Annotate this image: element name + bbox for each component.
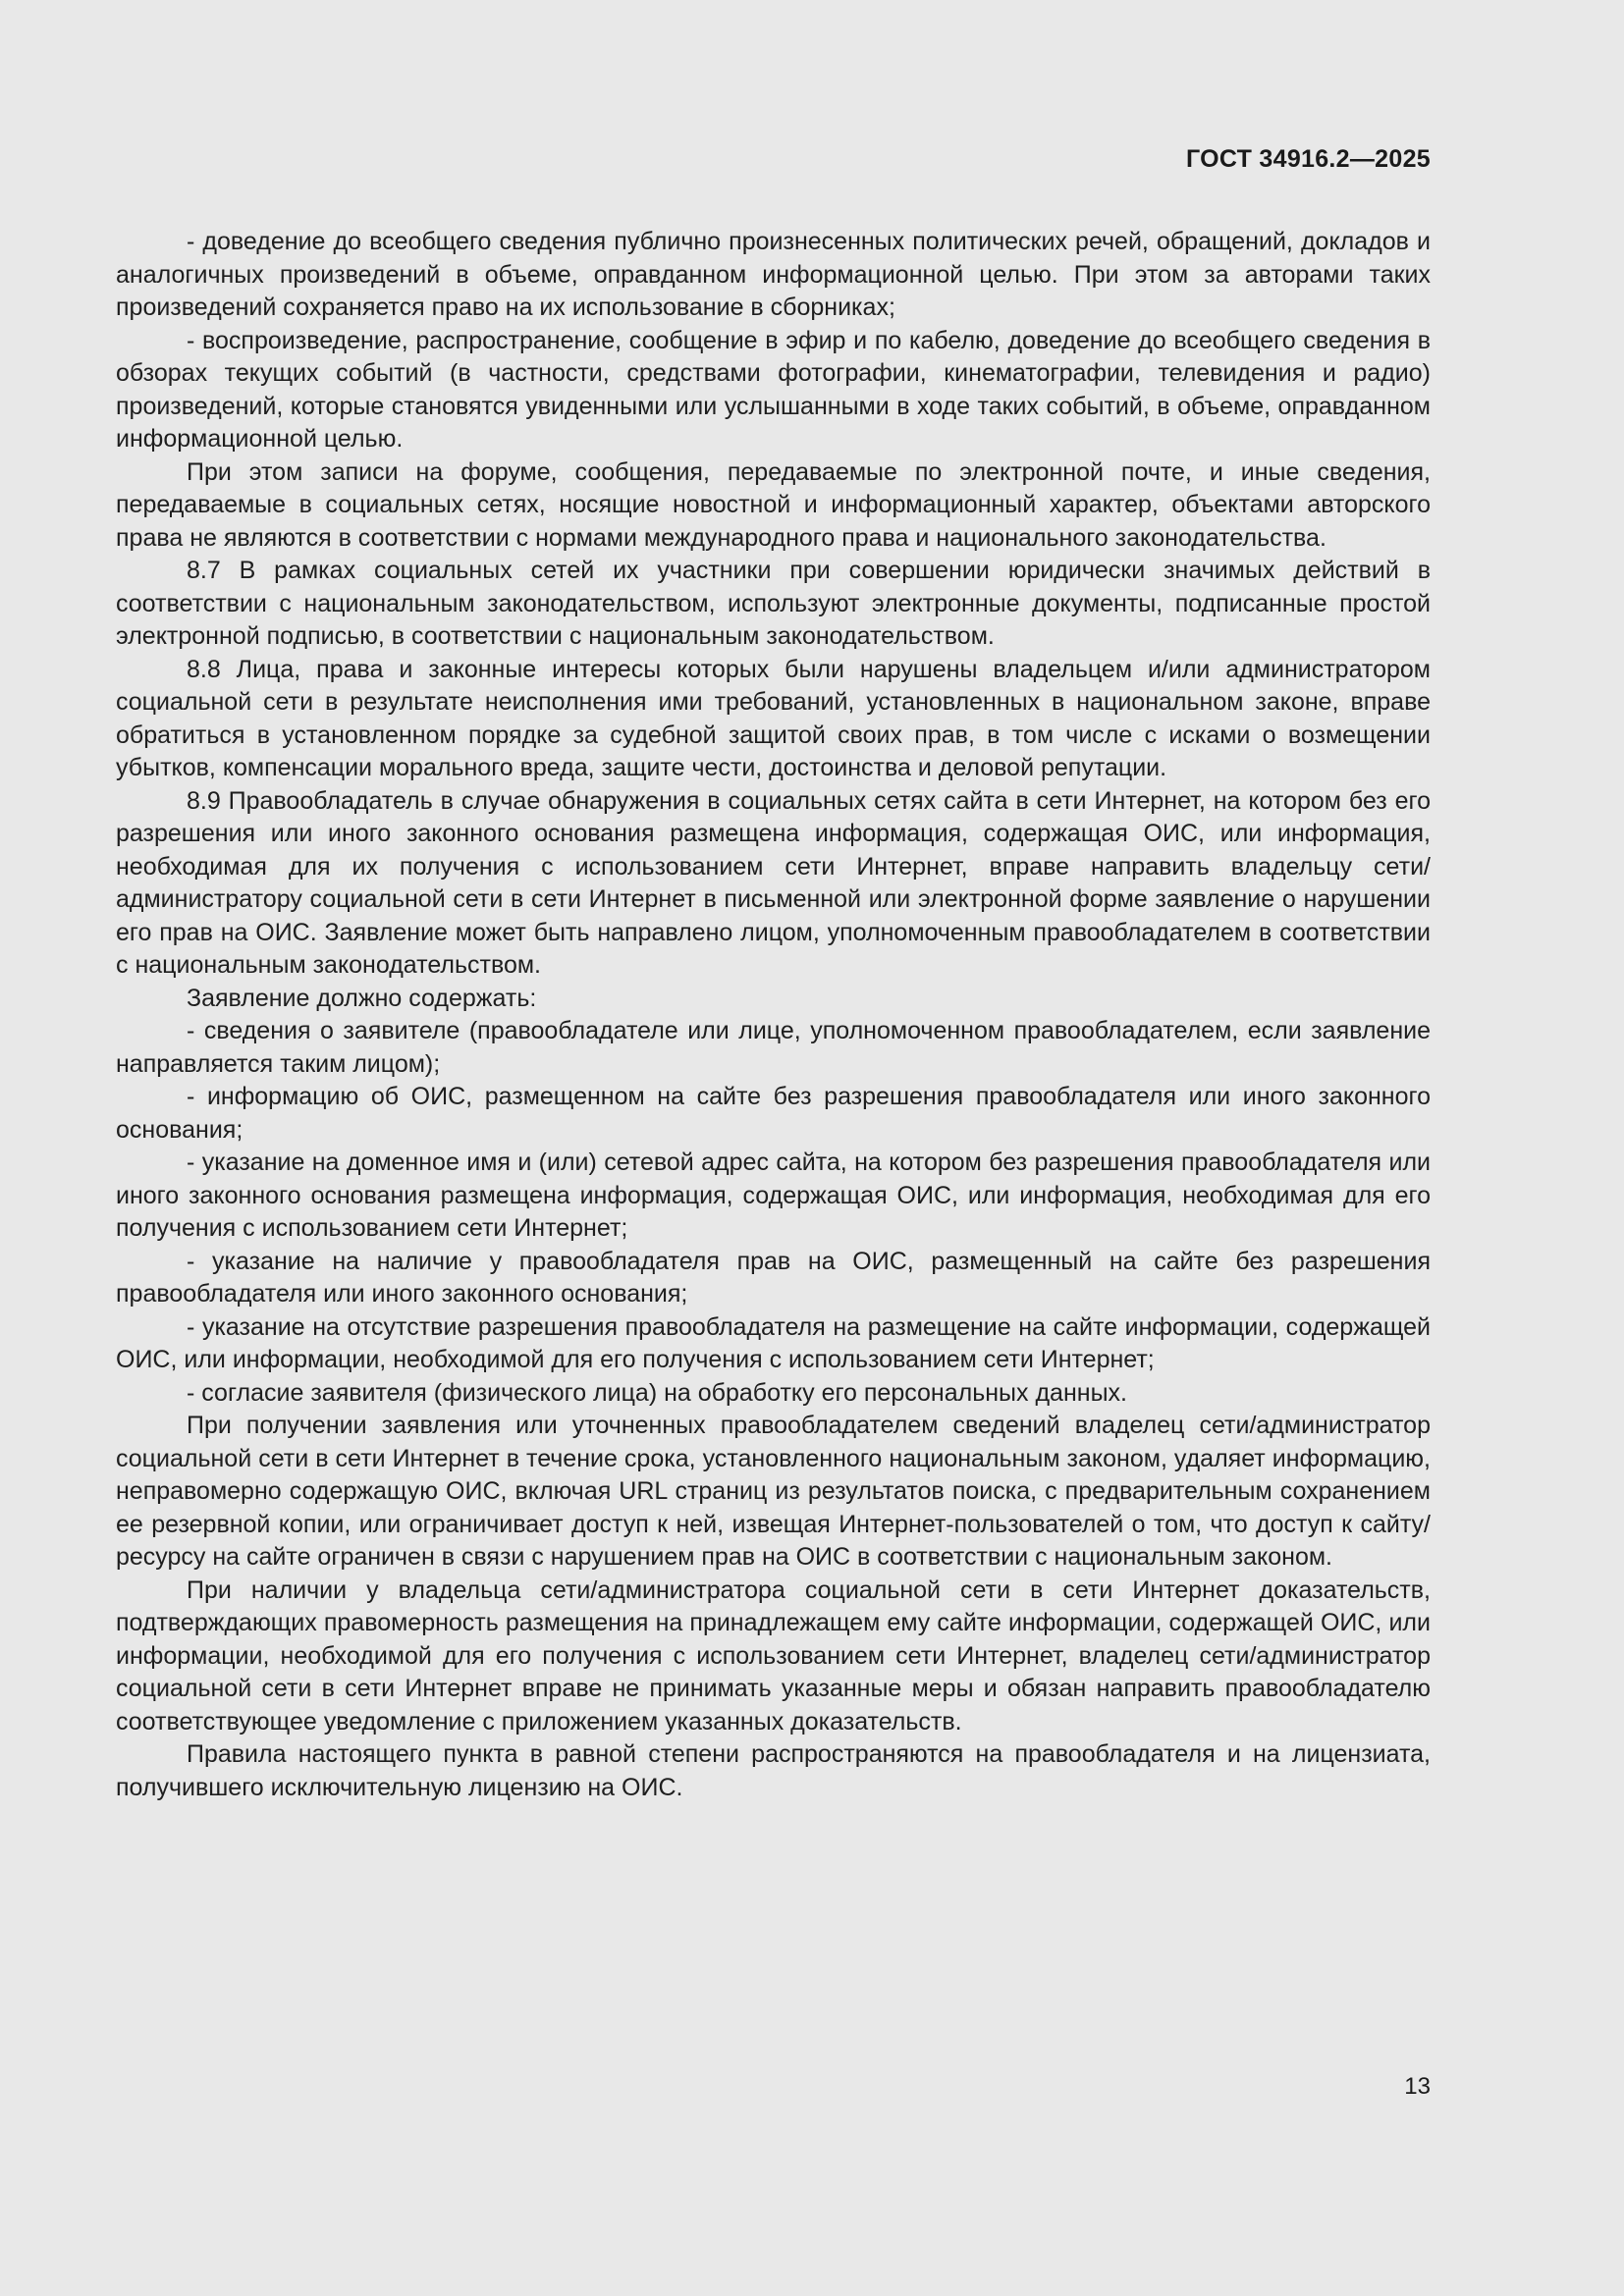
- paragraph-forum-records: При этом записи на форуме, сообщения, передаваемые по электронной почте, и иные сведения, передаваемые в социальных сетях, носящие новостной и информационный характер, объектами авторского права не являются в соответствии с нормами международного права и национального законодательства.: [116, 457, 1431, 552]
- paragraph-evidence: При наличии у владельца сети/администратора социальной сети в сети Интернет доказательств, подтверждающих правомерность размещения на принадлежащем ему сайте информации, содержащей ОИС, или информации, необходимой для его получения с использованием сети Интернет, владелец сети/администратор социальной сети в сети Интернет вправе не принимать указанные меры и обязан направить правообладателю соответствующее уведомление с приложением указанных доказательств.: [116, 1575, 1431, 1735]
- paragraph-licensee-rules: Правила настоящего пункта в равной степени распространяются на правообладателя и на лицензиата, получившего исключительную лицензию на ОИС.: [116, 1740, 1431, 1801]
- paragraph-bullet-no-permission: - указание на отсутствие разрешения правообладателя на размещение на сайте информации, содержащей ОИС, или информации, необходимой для его получения с использованием сети Интернет;: [116, 1312, 1431, 1373]
- paragraph-section-8-9: 8.9 Правообладатель в случае обнаружения в социальных сетях сайта в сети Интернет, на котором без его разрешения или иного законного основания размещена информация, содержащая ОИС, или информация, необходимая для их получения с использованием сети Интернет, вправе направить владельцу сети/администратору социальной сети в сети Интернет в письменной или электронной форме заявление о нарушении его прав на ОИС. Заявление может быть направлено лицом, уполномоченным правообладателем в соответствии с национальным законодательством.: [116, 786, 1431, 979]
- paragraph-bullet-consent: - согласие заявителя (физического лица) на обработку его персональных данных.: [187, 1378, 1127, 1407]
- paragraph-bullet-ois-info: - информацию об ОИС, размещенном на сайте без разрешения правообладателя или иного законного основания;: [116, 1083, 1431, 1144]
- paragraph-upon-receipt: При получении заявления или уточненных правообладателем сведений владелец сети/администратор социальной сети в сети Интернет в течение срока, установленного национальным законом, удаляет информацию, неправомерно содержащую ОИС, включая URL страниц из результатов поиска, с предварительным сохранением ее резервной копии, или ограничивает доступ к ней, извещая Интернет-пользователей о том, что доступ к сайту/ресурсу на сайте ограничен в связи с нарушением прав на ОИС в соответствии с национальным законом.: [116, 1412, 1431, 1571]
- document-code-header: ГОСТ 34916.2—2025: [1185, 145, 1431, 173]
- document-body: [116, 226, 1431, 1804]
- paragraph-bullet-news-reviews: - воспроизведение, распространение, сообщение в эфир и по кабелю, доведение до всеобщего сведения в обзорах текущих событий (в частности, средствами фотографии, кинематографии, телевидения и радио) произведений, которые становятся увиденными или услышанными в ходе таких событий, в объеме, оправданном информационной целью.: [116, 326, 1431, 453]
- paragraph-statement-contents-intro: Заявление должно содержать:: [187, 984, 537, 1012]
- paragraph-bullet-applicant-info: - сведения о заявителе (правообладателе или лице, уполномоченном правообладателем, если заявление направляется таким лицом);: [116, 1017, 1431, 1078]
- paragraph-bullet-political-speeches: - доведение до всеобщего сведения публично произнесенных политических речей, обращений, докладов и аналогичных произведений в объеме, оправданном информационной целью. При этом за авторами таких произведений сохраняется право на их использование в сборниках;: [116, 228, 1431, 321]
- paragraph-bullet-rights-holder: - указание на наличие у правообладателя прав на ОИС, размещенный на сайте без разрешения правообладателя или иного законного основания;: [116, 1247, 1431, 1308]
- paragraph-section-8-7: 8.7 В рамках социальных сетей их участники при совершении юридически значимых действий в соответствии с национальным законодательством, используют электронные документы, подписанные простой электронной подписью, в соответствии с национальным законодательством.: [116, 557, 1431, 650]
- paragraph-section-8-8: 8.8 Лица, права и законные интересы которых были нарушены владельцем и/или администратором социальной сети в результате неисполнения ими требований, установленных в национальном законе, вправе обратиться в установленном порядке за судебной защитой своих прав, в том числе с исками о возмещении убытков, компенсации морального вреда, защите чести, достоинства и деловой репутации.: [116, 655, 1431, 781]
- page-number: 13: [1404, 2073, 1431, 2100]
- paragraph-bullet-domain-name: - указание на доменное имя и (или) сетевой адрес сайта, на котором без разрешения правообладателя или иного законного основания размещена информация, содержащая ОИС, или информация, необходимая для его получения с использованием сети Интернет;: [116, 1148, 1431, 1242]
